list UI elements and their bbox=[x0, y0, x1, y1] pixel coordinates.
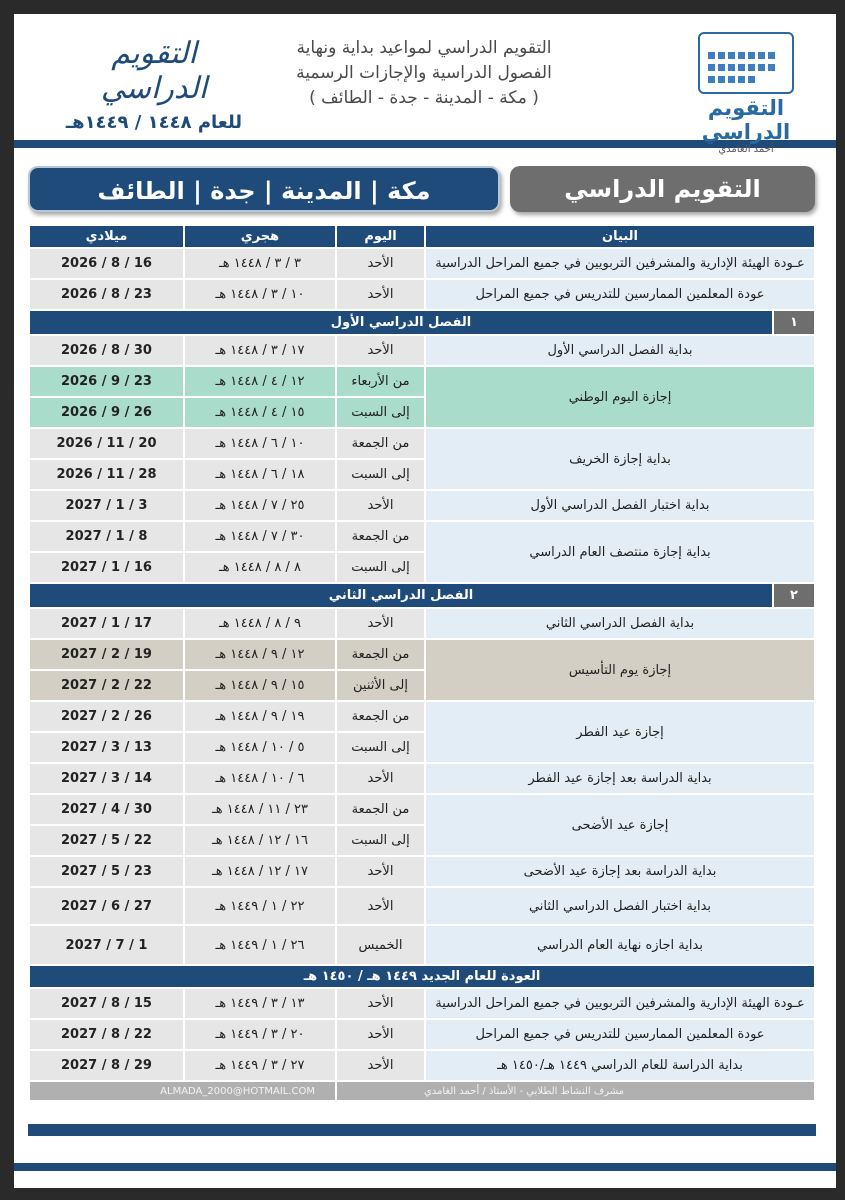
row-day: الخميس bbox=[337, 926, 424, 964]
table-row bbox=[30, 522, 814, 551]
row-desc: بداية الفصل الدراسي الأول bbox=[426, 336, 814, 365]
table-row bbox=[30, 926, 814, 964]
row-hijri: ١٧ / ٣ / ١٤٤٨ هـ bbox=[185, 336, 335, 365]
calendar-grid-icon bbox=[698, 32, 794, 94]
row-greg: 19 / 2 / 2027 bbox=[30, 640, 183, 669]
row-greg: 22 / 8 / 2027 bbox=[30, 1020, 183, 1049]
footer-credit-row bbox=[30, 1082, 814, 1100]
row-hijri: ١٩ / ٩ / ١٤٤٨ هـ bbox=[185, 702, 335, 731]
row-greg: 23 / 5 / 2027 bbox=[30, 857, 183, 886]
row-day: إلى الأثنين bbox=[337, 671, 424, 700]
row-day: إلى السبت bbox=[337, 553, 424, 582]
table-row bbox=[30, 764, 814, 793]
row-desc: بداية الفصل الدراسي الثاني bbox=[426, 609, 814, 638]
row-desc: إجازة يوم التأسيس bbox=[426, 640, 814, 700]
row-hijri: ٥ / ١٠ / ١٤٤٨ هـ bbox=[185, 733, 335, 762]
academic-year: للعام ١٤٤٨ / ١٤٤٩هـ bbox=[65, 112, 243, 133]
table-row bbox=[30, 429, 814, 458]
row-hijri: ١٢ / ٩ / ١٤٤٨ هـ bbox=[185, 640, 335, 669]
row-hijri: ٩ / ٨ / ١٤٤٨ هـ bbox=[185, 609, 335, 638]
row-greg: 3 / 1 / 2027 bbox=[30, 491, 183, 520]
row-desc: بداية اختبار الفصل الدراسي الثاني bbox=[426, 888, 814, 924]
row-desc: بداية الدراسة للعام الدراسي ١٤٤٩ هـ/١٤٥٠ هـ bbox=[426, 1051, 814, 1080]
row-greg: 23 / 9 / 2026 bbox=[30, 367, 183, 396]
return-title: العودة للعام الجديد ١٤٤٩ هـ / ١٤٥٠ هـ bbox=[30, 966, 814, 987]
row-day: من الجمعة bbox=[337, 702, 424, 731]
row-day: الأحد bbox=[337, 336, 424, 365]
row-day: الأحد bbox=[337, 1020, 424, 1049]
row-day: إلى السبت bbox=[337, 460, 424, 489]
table-row bbox=[30, 795, 814, 824]
row-greg: 17 / 1 / 2027 bbox=[30, 609, 183, 638]
row-greg: 23 / 8 / 2026 bbox=[30, 280, 183, 309]
row-day: الأحد bbox=[337, 491, 424, 520]
row-day: إلى السبت bbox=[337, 826, 424, 855]
header bbox=[14, 22, 836, 155]
row-desc: عودة المعلمين الممارسين للتدريس في جميع المراحل bbox=[426, 280, 814, 309]
row-hijri: ١٧ / ١٢ / ١٤٤٨ هـ bbox=[185, 857, 335, 886]
table-row bbox=[30, 280, 814, 309]
row-greg: 22 / 2 / 2027 bbox=[30, 671, 183, 700]
table-row bbox=[30, 702, 814, 731]
row-hijri: ١٠ / ٣ / ١٤٤٨ هـ bbox=[185, 280, 335, 309]
semester-2-header bbox=[30, 584, 814, 607]
row-hijri: ١٣ / ٣ / ١٤٤٩ هـ bbox=[185, 989, 335, 1018]
row-greg: 14 / 3 / 2027 bbox=[30, 764, 183, 793]
row-greg: 30 / 8 / 2026 bbox=[30, 336, 183, 365]
table-row bbox=[30, 857, 814, 886]
row-hijri: ١٠ / ٦ / ١٤٤٨ هـ bbox=[185, 429, 335, 458]
row-hijri: ٨ / ٨ / ١٤٤٨ هـ bbox=[185, 553, 335, 582]
row-greg: 15 / 8 / 2027 bbox=[30, 989, 183, 1018]
semester-1-header bbox=[30, 311, 814, 334]
row-hijri: ٢٣ / ١١ / ١٤٤٨ هـ bbox=[185, 795, 335, 824]
calligraphy-title: التقويم الدراسي bbox=[100, 36, 208, 106]
row-hijri: ١٨ / ٦ / ١٤٤٨ هـ bbox=[185, 460, 335, 489]
row-desc: عودة المعلمين الممارسين للتدريس في جميع المراحل bbox=[426, 1020, 814, 1049]
row-hijri: ٢٧ / ٣ / ١٤٤٩ هـ bbox=[185, 1051, 335, 1080]
row-greg: 13 / 3 / 2027 bbox=[30, 733, 183, 762]
semester-number: ١ bbox=[774, 311, 814, 334]
row-desc: عـودة الهيئة الإدارية والمشرفين التربويين في جميع المراحل الدراسية bbox=[426, 249, 814, 278]
col-desc: البيان bbox=[426, 226, 814, 247]
col-hijri: هجري bbox=[185, 226, 335, 247]
row-greg: 29 / 8 / 2027 bbox=[30, 1051, 183, 1080]
row-desc: بداية اختبار الفصل الدراسي الأول bbox=[426, 491, 814, 520]
table-row bbox=[30, 1051, 814, 1080]
footer-stripe bbox=[14, 1163, 836, 1171]
row-hijri: ٣ / ٣ / ١٤٤٨ هـ bbox=[185, 249, 335, 278]
row-desc: بداية الدراسة بعد إجازة عيد الفطر bbox=[426, 764, 814, 793]
table-row bbox=[30, 249, 814, 278]
row-day: الأحد bbox=[337, 764, 424, 793]
row-hijri: ١٦ / ١٢ / ١٤٤٨ هـ bbox=[185, 826, 335, 855]
row-desc: بداية اجازه نهاية العام الدراسي bbox=[426, 926, 814, 964]
footer-email: ALMADA_2000@HOTMAIL.COM bbox=[30, 1082, 335, 1100]
row-greg: 16 / 8 / 2026 bbox=[30, 249, 183, 278]
row-desc: عـودة الهيئة الإدارية والمشرفين التربويين في جميع المراحل الدراسية bbox=[426, 989, 814, 1018]
table-header-row bbox=[30, 226, 814, 247]
row-greg: 26 / 9 / 2026 bbox=[30, 398, 183, 427]
row-day: من الجمعة bbox=[337, 429, 424, 458]
row-hijri: ٢٥ / ٧ / ١٤٤٨ هـ bbox=[185, 491, 335, 520]
return-header bbox=[30, 966, 814, 987]
row-hijri: ٣٠ / ٧ / ١٤٤٨ هـ bbox=[185, 522, 335, 551]
header-line-3: ( مكة - المدينة - جدة - الطائف ) bbox=[309, 88, 539, 108]
row-day: من الجمعة bbox=[337, 795, 424, 824]
calendar-banner: التقويم الدراسي bbox=[510, 166, 815, 212]
row-desc: بداية إجازة الخريف bbox=[426, 429, 814, 489]
row-greg: 22 / 5 / 2027 bbox=[30, 826, 183, 855]
row-desc: بداية إجازة منتصف العام الدراسي bbox=[426, 522, 814, 582]
calendar-table bbox=[28, 224, 816, 1102]
cities-banner: مكة | المدينة | جدة | الطائف bbox=[28, 166, 500, 212]
row-day: من الأربعاء bbox=[337, 367, 424, 396]
bottom-bar bbox=[28, 1124, 816, 1136]
table-row bbox=[30, 367, 814, 396]
row-day: الأحد bbox=[337, 989, 424, 1018]
row-day: من الجمعة bbox=[337, 522, 424, 551]
table-row bbox=[30, 989, 814, 1018]
header-line-2: الفصول الدراسية والإجازات الرسمية bbox=[296, 63, 552, 83]
row-greg: 8 / 1 / 2027 bbox=[30, 522, 183, 551]
row-day: الأحد bbox=[337, 280, 424, 309]
calligraphy-logo bbox=[54, 36, 254, 133]
row-desc: إجازة عيد الفطر bbox=[426, 702, 814, 762]
table-row bbox=[30, 336, 814, 365]
table-row bbox=[30, 491, 814, 520]
table-row bbox=[30, 1020, 814, 1049]
row-greg: 16 / 1 / 2027 bbox=[30, 553, 183, 582]
semester-title: الفصل الدراسي الأول bbox=[30, 311, 772, 334]
row-hijri: ٢٦ / ١ / ١٤٤٩ هـ bbox=[185, 926, 335, 964]
row-hijri: ١٢ / ٤ / ١٤٤٨ هـ bbox=[185, 367, 335, 396]
row-day: من الجمعة bbox=[337, 640, 424, 669]
row-day: الأحد bbox=[337, 1051, 424, 1080]
row-hijri: ٦ / ١٠ / ١٤٤٨ هـ bbox=[185, 764, 335, 793]
row-greg: 20 / 11 / 2026 bbox=[30, 429, 183, 458]
calendar-logo bbox=[686, 32, 806, 155]
row-greg: 27 / 6 / 2027 bbox=[30, 888, 183, 924]
row-desc: إجازة عيد الأضحى bbox=[426, 795, 814, 855]
row-hijri: ٢٠ / ٣ / ١٤٤٩ هـ bbox=[185, 1020, 335, 1049]
row-greg: 1 / 7 / 2027 bbox=[30, 926, 183, 964]
table-row bbox=[30, 888, 814, 924]
row-hijri: ٢٢ / ١ / ١٤٤٩ هـ bbox=[185, 888, 335, 924]
semester-title: الفصل الدراسي الثاني bbox=[30, 584, 772, 607]
row-greg: 26 / 2 / 2027 bbox=[30, 702, 183, 731]
row-greg: 28 / 11 / 2026 bbox=[30, 460, 183, 489]
row-day: الأحد bbox=[337, 249, 424, 278]
table-row bbox=[30, 640, 814, 669]
row-hijri: ١٥ / ٩ / ١٤٤٨ هـ bbox=[185, 671, 335, 700]
row-hijri: ١٥ / ٤ / ١٤٤٨ هـ bbox=[185, 398, 335, 427]
row-desc: إجازة اليوم الوطني bbox=[426, 367, 814, 427]
footer-credit: مشرف النشاط الطلابي - الأستاذ / أحمد الغامدي bbox=[337, 1082, 814, 1100]
table-row bbox=[30, 609, 814, 638]
row-day: الأحد bbox=[337, 857, 424, 886]
logo-author: أحمد الغامدي bbox=[718, 144, 774, 155]
header-heading bbox=[244, 36, 604, 111]
row-day: الأحد bbox=[337, 609, 424, 638]
semester-number: ٢ bbox=[774, 584, 814, 607]
row-day: إلى السبت bbox=[337, 733, 424, 762]
row-day: الأحد bbox=[337, 888, 424, 924]
col-day: اليوم bbox=[337, 226, 424, 247]
row-greg: 30 / 4 / 2027 bbox=[30, 795, 183, 824]
row-desc: بداية الدراسة بعد إجازة عيد الأضحى bbox=[426, 857, 814, 886]
col-greg: ميلادي bbox=[30, 226, 183, 247]
row-day: إلى السبت bbox=[337, 398, 424, 427]
logo-title: التقويم الدراسي bbox=[701, 96, 791, 144]
header-line-1: التقويم الدراسي لمواعيد بداية ونهاية bbox=[296, 38, 552, 58]
